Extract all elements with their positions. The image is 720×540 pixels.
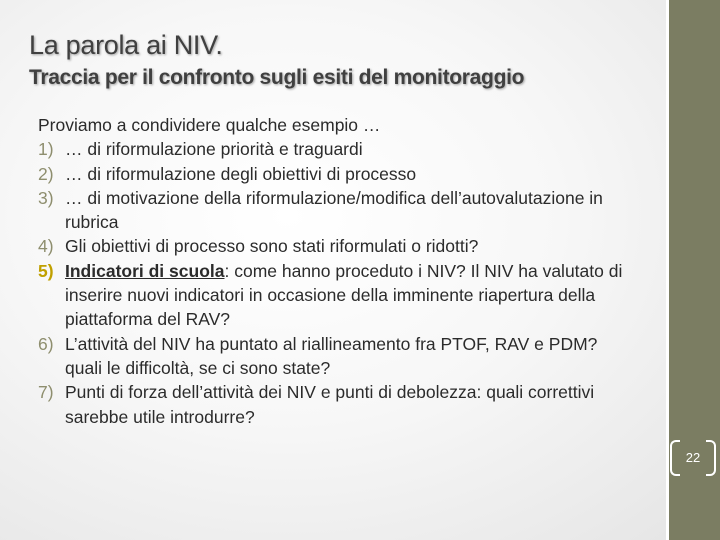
question-list [38,137,638,429]
page-number-badge [667,440,719,476]
list-item [38,186,638,235]
list-item [38,380,638,429]
list-item-text: L’attività del NIV ha puntato al riallineamento fra PTOF, RAV e PDM? quali le difficoltà, se ci sono state? [65,333,598,378]
list-item-number: 1) [38,139,54,160]
list-item-number: 6) [38,333,54,354]
intro-text: Proviamo a condividere qualche esempio … [38,115,381,135]
list-item-bold-term: Indicatori di scuola [65,260,225,281]
slide-body [38,113,638,429]
list-item-number: 2) [38,163,54,184]
list-item-text: Punti di forza dell’attività dei NIV e punti di debolezza: quali correttivi sarebbe utile introdurre? [65,382,595,427]
list-item-text: : come hanno proceduto i NIV? Il NIV ha valutato di inserire nuovi indicatori in occasione della imminente riapertura della piattaforma del RAV? [65,260,623,330]
page-number: 22 [685,450,701,465]
list-item-text: … di riformulazione degli obiettivi di processo [65,163,417,184]
list-item [38,162,638,186]
list-item [38,234,638,258]
slide-subtitle: Traccia per il confronto sugli esiti del monitoraggio [29,66,525,89]
list-item [38,332,638,381]
list-item-number-highlighted: 5) [38,260,54,281]
list-item-number: 3) [38,187,54,208]
list-item-number: 7) [38,382,54,403]
list-item-text: Gli obiettivi di processo sono stati riformulati o ridotti? [65,236,479,257]
list-item-number: 4) [38,236,54,257]
slide-title: La parola ai NIV. [29,30,223,60]
list-item [38,137,638,161]
list-item-text: … di motivazione della riformulazione/modifica dell’autovalutazione in rubrica [65,187,603,233]
list-item [38,259,638,332]
list-item-text: … di riformulazione priorità e traguardi [65,139,363,160]
